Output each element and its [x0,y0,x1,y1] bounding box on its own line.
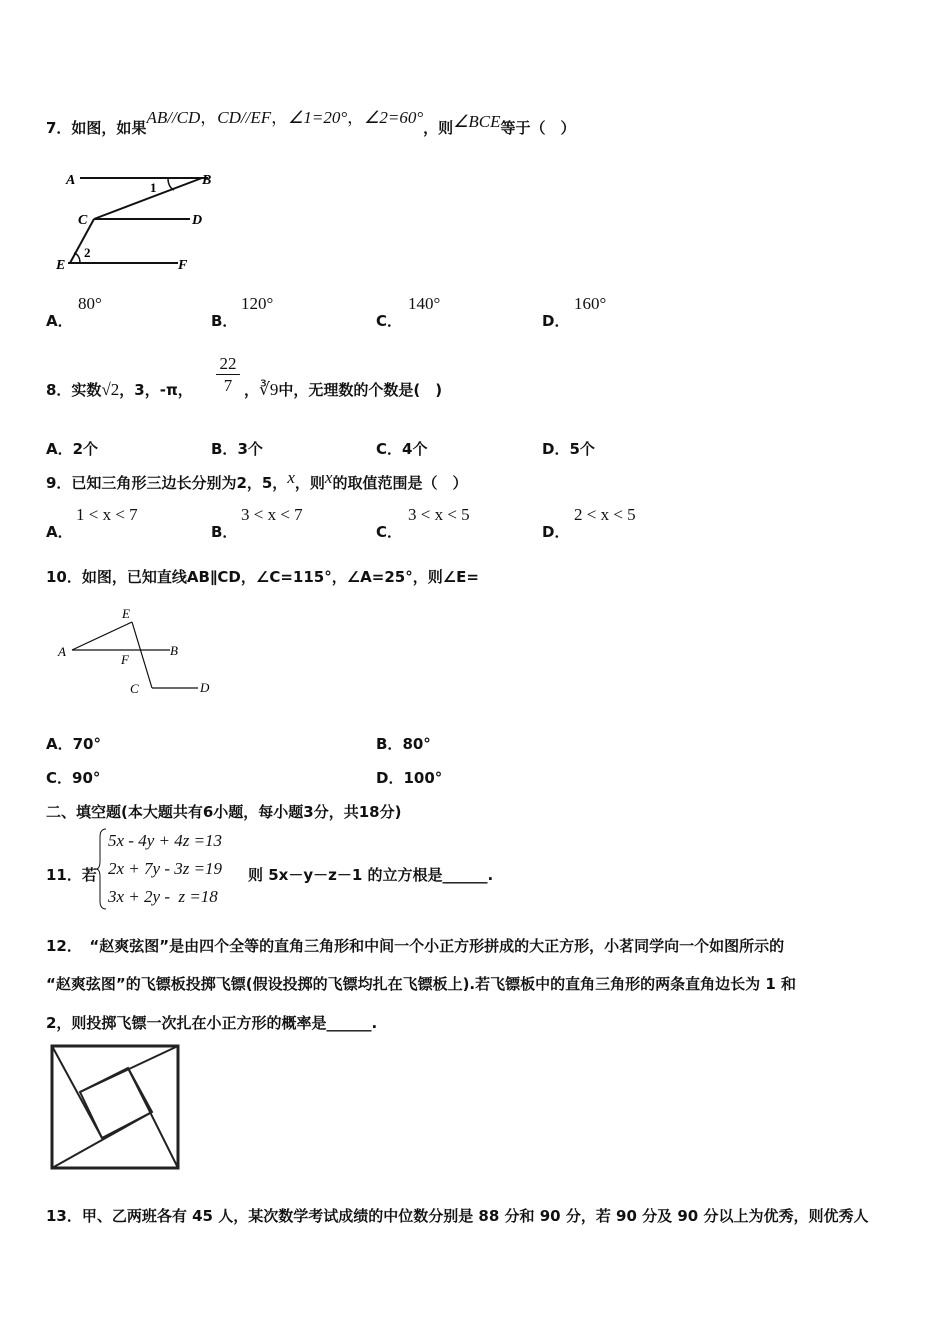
q10-figure [52,600,222,700]
q11-eq3: 3x + 2y - z =18 [108,887,218,906]
section-title: 二、填空题(本大题共有6小题，每小题3分，共18分) [46,803,402,821]
q8-option-a[interactable]: A．2个 [46,440,99,458]
q12-zhaoshuang-figure [48,1042,184,1172]
q10-stem: 10．如图，已知直线AB∥CD，∠C=115°，∠A=25°，则∠E= [46,568,479,586]
fig10-label-b: B [170,643,178,658]
fig10-label-d: D [200,680,210,695]
q11-prefix: 11．若 [46,866,97,884]
q7-stem: 7．如图，如果AB//CD，CD//EF，∠1=20°，∠2=60°，则∠BCE等于（ ） [46,108,576,137]
fig10-label-a: A [58,644,66,659]
q8-fraction: 22 7 [216,354,240,397]
q10-option-b[interactable]: B．80° [376,735,431,753]
q9-options: A． 1 < x < 7 B． 3 < x < 7 C． 3 < x < 5 D． 2 < x < 5 [46,505,636,541]
q11-brace-icon [96,827,108,911]
fig7-label-e: E [56,258,66,273]
q11-system [108,827,222,911]
q7-options: A． 80° B． 120° C． 140° D． 160° [46,294,607,330]
q8-options [46,438,746,460]
q8-stem: 8．实数√2，3，-π， [46,380,193,399]
q9-stem: 9．已知三角形三边长分别为2，5，x，则x的取值范围是（ ） [46,468,468,492]
q11-eq1: 5x - 4y + 4z =13 [108,831,223,850]
fig7-label-d: D [192,213,203,228]
q13-line1: 13．甲、乙两班各有 45 人，某次数学考试成绩的中位数分别是 88 分和 90 分，若 90 分及 90 分以上为优秀，则优秀人 [46,1207,869,1225]
q12-line1: 12． “赵爽弦图”是由四个全等的直角三角形和中间一个小正方形拼成的大正方形，小茗同学向一个如图所示的 [46,937,785,955]
q8-option-c[interactable]: C．4个 [376,440,428,458]
q10-options [46,733,746,793]
fig7-label-b: B [202,173,212,188]
q8-option-d[interactable]: D．5个 [542,440,595,458]
q12-line2: “赵爽弦图”的飞镖板投掷飞镖(假设投掷的飞镖均扎在飞镖板上).若飞镖板中的直角三角形的两条直角边长为 1 和 [46,975,797,993]
fig7-label-a: A [66,173,76,188]
fig10-label-c: C [130,681,139,696]
fig7-angle-2: 2 [84,245,91,260]
fig10-label-e: E [122,606,130,621]
fig7-label-f: F [178,258,188,273]
q10-option-c[interactable]: C．90° [46,769,101,787]
q8-stem-end: ，∛9中，无理数的个数是( ) [244,380,443,399]
fig7-label-c: C [78,213,88,228]
q11-suffix: 则 5x－y－z－1 的立方根是______. [248,866,494,884]
fig10-label-f: F [121,652,129,667]
q8-option-b[interactable]: B．3个 [211,440,263,458]
q10-option-a[interactable]: A．70° [46,735,101,753]
q10-option-d[interactable]: D．100° [376,769,443,787]
q7-figure [50,163,230,278]
q12-line3: 2，则投掷飞镖一次扎在小正方形的概率是______. [46,1014,378,1032]
fig7-angle-1: 1 [150,180,157,195]
q11-eq2: 2x + 7y - 3z =19 [108,859,223,878]
